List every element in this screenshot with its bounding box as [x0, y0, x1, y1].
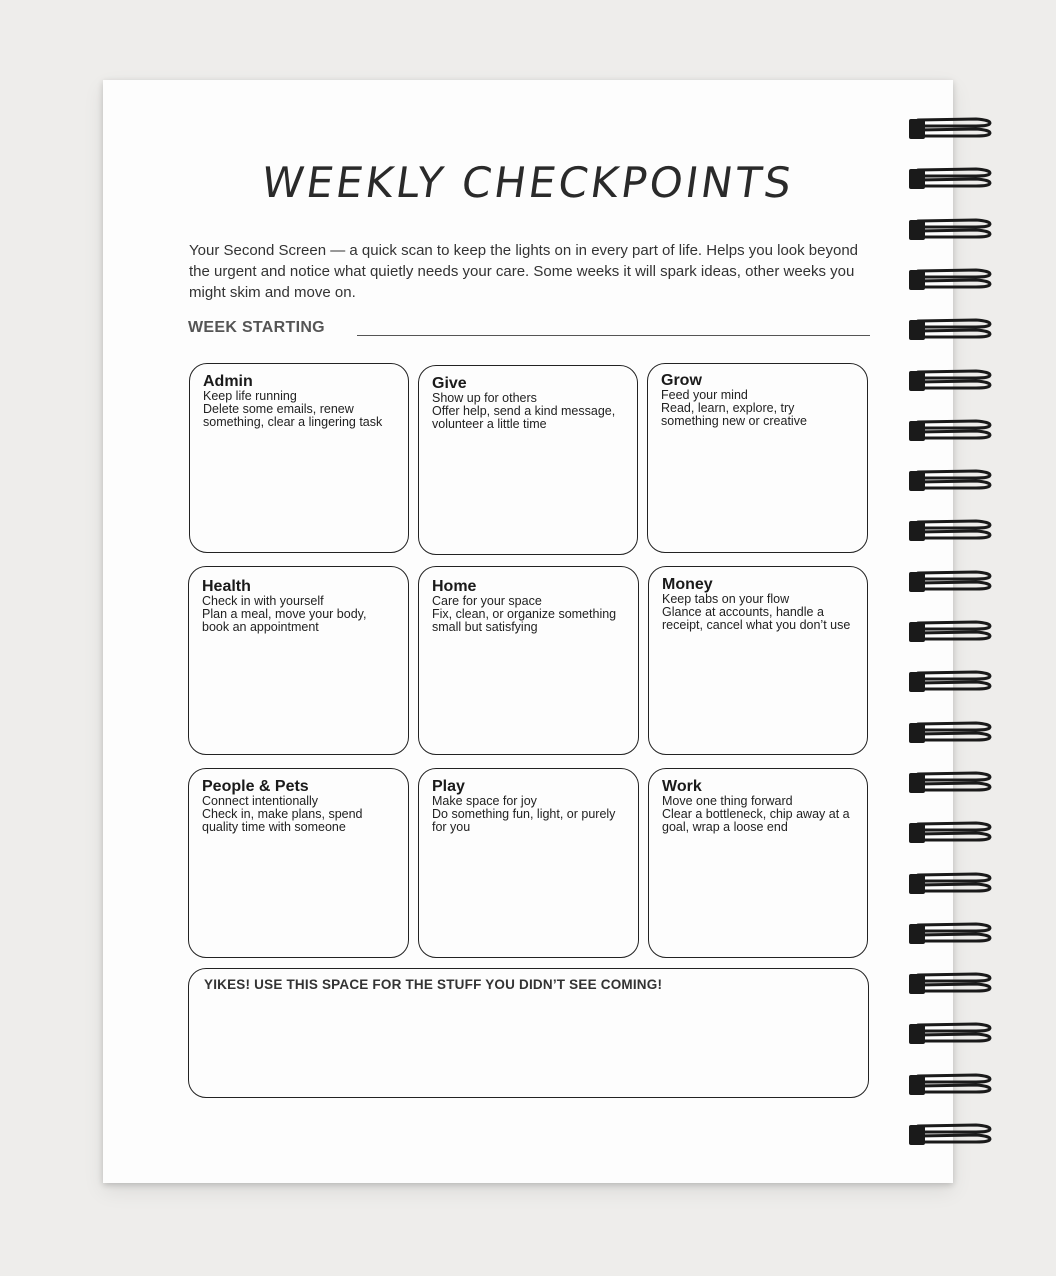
spiral-coil-icon	[908, 267, 994, 293]
box-title: People & Pets	[202, 778, 309, 795]
box-description: Delete some emails, renew something, clear a lingering task	[203, 402, 383, 429]
box-subtitle: Connect intentionally	[202, 794, 319, 808]
spiral-coil-icon	[908, 468, 994, 494]
box-work[interactable]	[648, 768, 868, 958]
spiral-coil-icon	[908, 971, 994, 997]
box-title: Admin	[203, 373, 253, 390]
spiral-coil-icon	[908, 770, 994, 796]
box-subtitle: Keep life running	[203, 389, 297, 403]
spiral-coil-icon	[908, 669, 994, 695]
page-title: WEEKLY CHECKPOINTS	[258, 158, 798, 207]
spiral-coil-icon	[908, 368, 994, 394]
yikes-label: YIKES! USE THIS SPACE FOR THE STUFF YOU DIDN’T SEE COMING!	[204, 977, 663, 992]
spiral-coil-icon	[908, 418, 994, 444]
box-subtitle: Make space for joy	[432, 794, 537, 808]
box-subtitle: Keep tabs on your flow	[662, 592, 790, 606]
box-health[interactable]	[188, 566, 409, 755]
box-subtitle: Care for your space	[432, 594, 542, 608]
box-money[interactable]	[648, 566, 868, 755]
intro-text: Your Second Screen — a quick scan to keep the lights on in every part of life. Helps you look beyond the urgent and notice what quietly needs your care. Some weeks it will spark ideas, other weeks you might skim and move on.	[189, 242, 859, 301]
box-description: Offer help, send a kind message, volunteer a little time	[432, 404, 616, 431]
yikes-box[interactable]	[188, 968, 869, 1098]
week-starting-line[interactable]	[357, 335, 870, 336]
box-subtitle: Show up for others	[432, 391, 537, 405]
box-give[interactable]	[418, 365, 638, 555]
box-people-and-pets[interactable]	[188, 768, 409, 958]
box-description: Check in, make plans, spend quality time with someone	[202, 807, 363, 834]
box-home[interactable]	[418, 566, 639, 755]
box-play[interactable]	[418, 768, 639, 958]
box-grow[interactable]	[647, 363, 868, 553]
spiral-coil-icon	[908, 1122, 994, 1148]
box-title: Play	[432, 778, 465, 795]
box-title: Health	[202, 578, 251, 595]
box-description: Read, learn, explore, try something new or creative	[661, 401, 807, 428]
box-subtitle: Feed your mind	[661, 388, 748, 402]
spiral-coil-icon	[908, 217, 994, 243]
box-description: Fix, clean, or organize something small but satisfying	[432, 607, 617, 634]
box-title: Money	[662, 576, 713, 593]
box-admin[interactable]	[189, 363, 409, 553]
spiral-coil-icon	[908, 166, 994, 192]
box-title: Home	[432, 578, 477, 595]
spiral-coil-icon	[908, 720, 994, 746]
box-subtitle: Check in with yourself	[202, 594, 324, 608]
spiral-coil-icon	[908, 619, 994, 645]
spiral-coil-icon	[908, 518, 994, 544]
box-description: Plan a meal, move your body, book an appointment	[202, 607, 367, 634]
spiral-coil-icon	[908, 871, 994, 897]
box-subtitle: Move one thing forward	[662, 794, 793, 808]
box-title: Work	[662, 778, 702, 795]
box-title: Give	[432, 375, 467, 392]
spiral-coil-icon	[908, 569, 994, 595]
spiral-coil-icon	[908, 1072, 994, 1098]
week-starting-label: WEEK STARTING	[188, 319, 325, 336]
spiral-coil-icon	[908, 1021, 994, 1047]
box-description: Do something fun, light, or purely for you	[432, 807, 616, 834]
spiral-coil-icon	[908, 116, 994, 142]
spiral-coil-icon	[908, 820, 994, 846]
spiral-coil-icon	[908, 921, 994, 947]
box-description: Glance at accounts, handle a receipt, cancel what you don’t use	[662, 605, 851, 632]
box-description: Clear a bottleneck, chip away at a goal, wrap a loose end	[662, 807, 850, 834]
box-title: Grow	[661, 372, 702, 389]
spiral-coil-icon	[908, 317, 994, 343]
